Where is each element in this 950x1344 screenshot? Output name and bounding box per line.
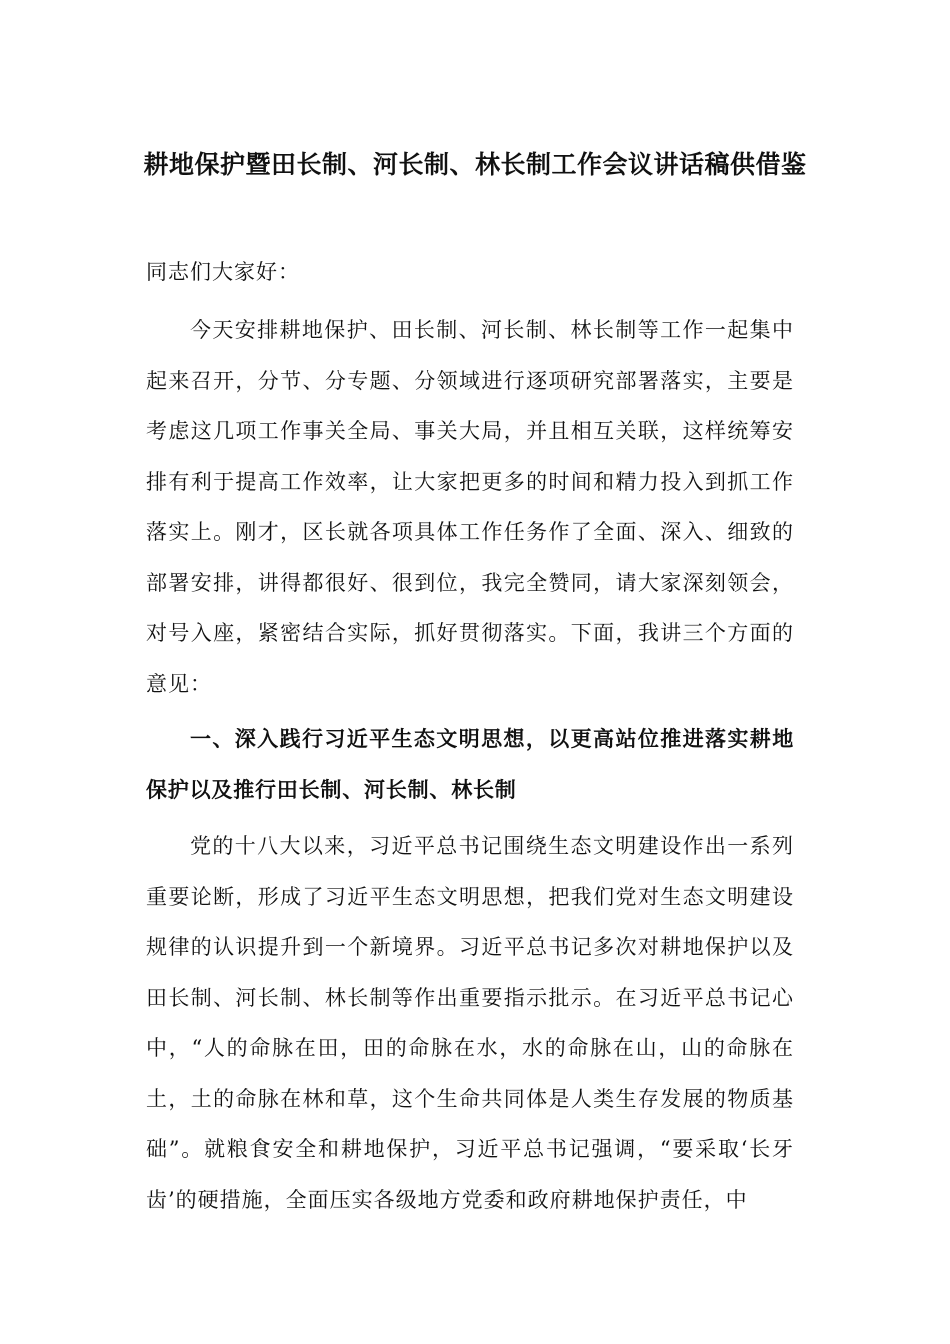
document-title: 耕地保护暨田长制、河长制、林长制工作会议讲话稿供借鉴 [143, 150, 807, 179]
paragraph-section-1: 党的十八大以来，习近平总书记围绕生态文明建设作出一系列重要论断，形成了习近平生态文明思想，把我们党对生态文明建设规律的认识提升到一个新境界。习近平总书记多次对耕地保护以及田长制、河长制、林长制等作出重要指示批示。在习近平总书记心中，“人的命脉在田，田的命脉在水，水的命脉在山，山的命脉在土，土的命脉在林和草，这个生命共同体是人类生存发展的物质基础”。就粮食安全和耕地保护，习近平总书记强调，“要采取‘长牙齿’的硬措施，全面压实各级地方党委和政府耕地保护责任，中 [146, 834, 794, 1212]
section-heading-1: 一、深入践行习近平生态文明思想，以更高站位推进落实耕地保护以及推行田长制、河长制、林长制 [146, 727, 794, 802]
paragraph-intro: 今天安排耕地保护、田长制、河长制、林长制等工作一起集中起来召开，分节、分专题、分领域进行逐项研究部署落实，主要是考虑这几项工作事关全局、事关大局，并且相互关联，这样统筹安排有利于提高工作效率，让大家把更多的时间和精力投入到抓工作落实上。刚才，区长就各项具体工作任务作了全面、深入、细致的部署安排，讲得都很好、很到位，我完全赞同，请大家深刻领会，对号入座，紧密结合实际，抓好贯彻落实。下面，我讲三个方面的意见： [146, 318, 794, 696]
greeting: 同志们大家好： [146, 260, 300, 284]
